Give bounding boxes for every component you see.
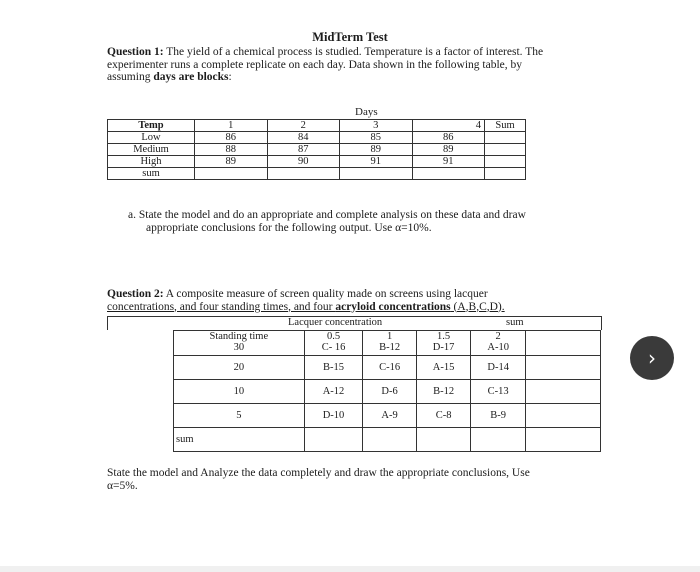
- sum-row-label: sum: [174, 428, 305, 452]
- q2-text-line2-post: (A,B,C,D).: [450, 300, 505, 313]
- q2-conclusion: [107, 467, 622, 492]
- table-cell: [485, 168, 526, 180]
- q1-table: [107, 119, 526, 180]
- table-cell: B-9: [471, 404, 526, 428]
- table-cell: C-13: [471, 380, 526, 404]
- table-cell: C-8: [416, 404, 471, 428]
- day-col-3: 3: [340, 120, 413, 132]
- table-cell: A-10: [487, 342, 509, 353]
- sum-header: Sum: [485, 120, 526, 132]
- sum-cell: [526, 380, 601, 404]
- table-cell: B-15: [304, 356, 363, 380]
- row-label: Medium: [108, 144, 195, 156]
- table-cell: 84: [267, 132, 340, 144]
- q2-intro: [107, 288, 617, 313]
- q1-text-line3-pre: assuming: [107, 71, 154, 83]
- conc-col-1: [304, 331, 363, 356]
- q1-header-row: [108, 120, 526, 132]
- q1-intro: [107, 46, 627, 84]
- table-cell: D-10: [304, 404, 363, 428]
- table-cell: [363, 428, 416, 452]
- table-cell: 91: [340, 156, 413, 168]
- sum-row: [107, 428, 601, 452]
- sum-row: [108, 168, 526, 180]
- q1-part-a: [128, 209, 628, 234]
- table-row: [107, 356, 601, 380]
- spacer-cell: [107, 356, 174, 380]
- spacer-cell: [107, 428, 174, 452]
- table-cell: A-12: [304, 380, 363, 404]
- q2-text-line2-pre: concentrations, and four standing times, and four: [107, 300, 336, 313]
- lacquer-header: Lacquer concentration: [288, 317, 383, 328]
- sum-cell: [526, 356, 601, 380]
- sum-cell: [485, 144, 526, 156]
- days-header: Days: [355, 106, 378, 118]
- standing-time: 5: [174, 404, 305, 428]
- table-cell: 89: [195, 156, 268, 168]
- conc-col-3: [416, 331, 471, 356]
- conc-col-2: [363, 331, 416, 356]
- sum-cell: [526, 331, 601, 356]
- table-cell: 89: [340, 144, 413, 156]
- table-cell: [471, 428, 526, 452]
- table-row: [108, 132, 526, 144]
- chevron-right-icon: ›: [648, 346, 656, 370]
- table-cell: 87: [267, 144, 340, 156]
- q2-table: [107, 330, 601, 452]
- table-cell: 89: [412, 144, 485, 156]
- q2-header-row: [107, 331, 601, 356]
- table-cell: 90: [267, 156, 340, 168]
- q1-text-line3-post: :: [228, 71, 232, 83]
- table-cell: 86: [195, 132, 268, 144]
- table-cell: D-17: [432, 342, 455, 353]
- page-bottom-edge: [0, 566, 700, 572]
- table-cell: A-15: [416, 356, 471, 380]
- q1-text-line1: The yield of a chemical process is studied. Temperature is a factor of interest. The: [166, 46, 544, 58]
- conc-value: 0.5: [326, 331, 341, 342]
- table-cell: C-16: [363, 356, 416, 380]
- table-row: [108, 156, 526, 168]
- q1-label: Question 1:: [107, 46, 164, 58]
- q2-text-line2-bold: acryloid concentrations: [335, 300, 451, 313]
- standing-time-30: 30: [233, 342, 245, 353]
- table-cell: 91: [412, 156, 485, 168]
- table-cell: [412, 168, 485, 180]
- standing-time-label: Standing time: [209, 331, 269, 342]
- table-cell: 85: [340, 132, 413, 144]
- table-cell: [416, 428, 471, 452]
- table-cell: [304, 428, 363, 452]
- q1-text-line2: experimenter runs a complete replicate on each day. Data shown in the following table, by: [107, 58, 523, 71]
- conc-col-4: [471, 331, 526, 356]
- conc-value: 1: [386, 331, 393, 342]
- day-col-4: 4: [412, 120, 485, 132]
- q2-conclusion-line1: State the model and Analyze the data completely and draw the appropriate conclusions, Use: [107, 467, 530, 479]
- q1-part-a-line2: appropriate conclusions for the following output. Use α=10%.: [146, 221, 432, 234]
- row-label: Low: [108, 132, 195, 144]
- spacer-cell: [107, 331, 174, 356]
- table-row: [107, 404, 601, 428]
- table-row: [107, 380, 601, 404]
- sum-cell: [485, 156, 526, 168]
- spacer-cell: [107, 380, 174, 404]
- table-cell: 88: [195, 144, 268, 156]
- conc-value: 1.5: [437, 331, 451, 342]
- table-cell: [340, 168, 413, 180]
- table-cell: B-12: [416, 380, 471, 404]
- next-page-button[interactable]: [630, 336, 674, 380]
- table-cell: [267, 168, 340, 180]
- table-cell: 86: [412, 132, 485, 144]
- standing-time-header: [174, 331, 305, 356]
- q2-text-line1: A composite measure of screen quality made on screens using lacquer: [165, 288, 488, 300]
- day-col-2: 2: [267, 120, 340, 132]
- q2-label: Question 2:: [107, 288, 164, 300]
- table-cell: A-9: [363, 404, 416, 428]
- row-label: High: [108, 156, 195, 168]
- q1-text-line3-bold: days are blocks: [153, 71, 229, 83]
- q2-sum-header: sum: [506, 317, 524, 328]
- sum-cell: [485, 132, 526, 144]
- q2-conclusion-line2: α=5%.: [107, 479, 138, 492]
- day-col-1: 1: [195, 120, 268, 132]
- spacer-cell: [107, 404, 174, 428]
- table-row: [108, 144, 526, 156]
- table-cell: D-6: [363, 380, 416, 404]
- table-cell: [195, 168, 268, 180]
- table-cell: [526, 428, 601, 452]
- conc-value: 2: [495, 331, 501, 342]
- table-cell: B-12: [379, 342, 401, 353]
- standing-time: 20: [174, 356, 305, 380]
- lacquer-header-bar: [107, 316, 602, 330]
- table-cell: D-14: [471, 356, 526, 380]
- temp-header: Temp: [108, 120, 195, 132]
- standing-time: 10: [174, 380, 305, 404]
- table-cell: C- 16: [321, 342, 346, 353]
- page-title: MidTerm Test: [312, 30, 388, 44]
- sum-row-label: sum: [108, 168, 195, 180]
- q1-part-a-line1: a. State the model and do an appropriate and complete analysis on these data and draw: [128, 209, 526, 221]
- sum-cell: [526, 404, 601, 428]
